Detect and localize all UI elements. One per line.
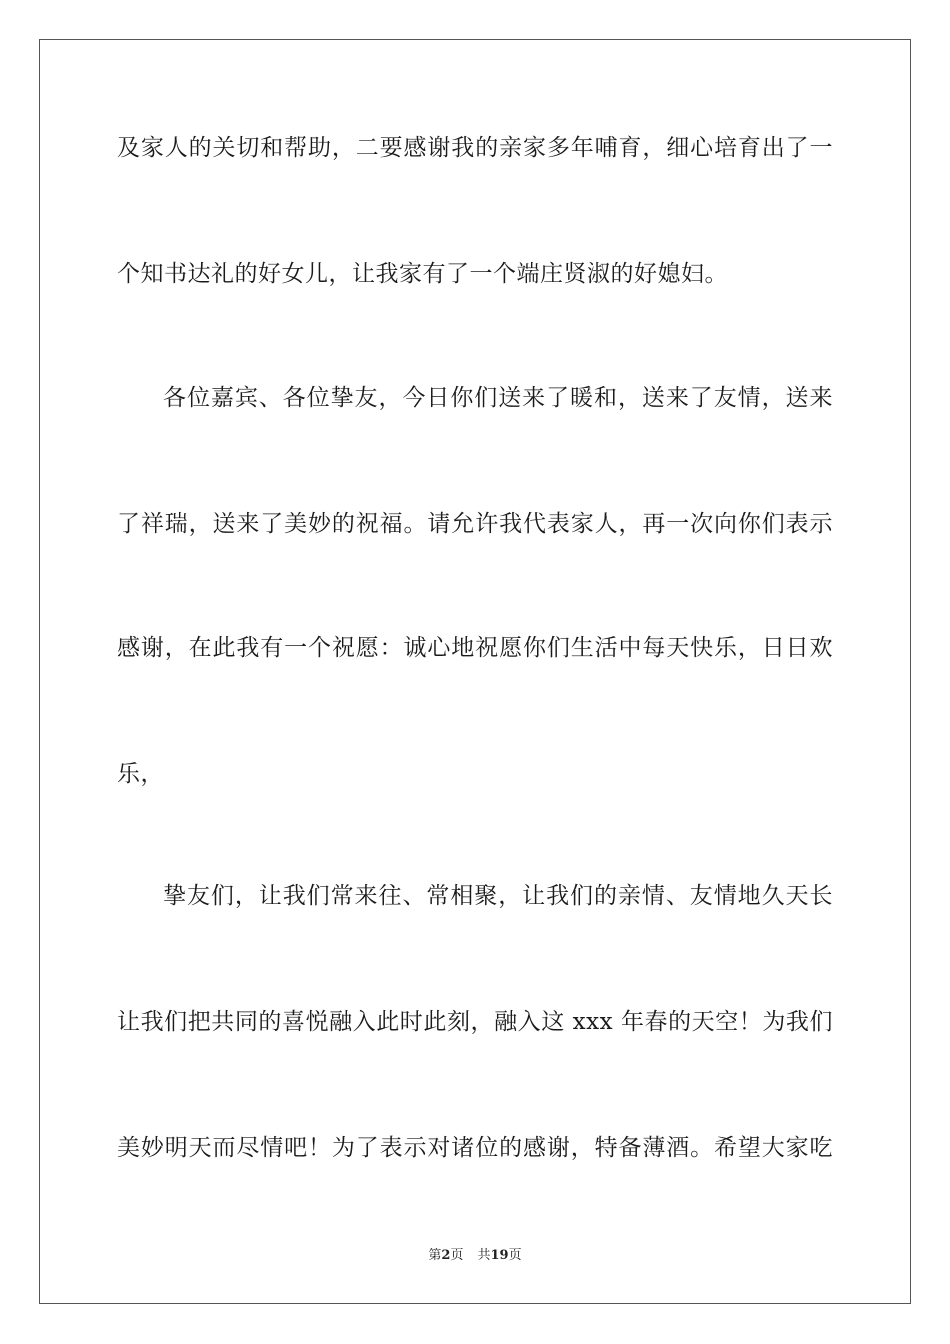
body-text-line: 及家人的关切和帮助，二要感谢我的亲家多年哺育，细心培育出了一 xyxy=(117,135,833,161)
paragraph-first-line: 挚友们，让我们常来往、常相聚，让我们的亲情、友情地久天长 xyxy=(163,883,833,909)
page-frame xyxy=(39,39,911,1304)
page-prefix: 第 xyxy=(428,1248,442,1263)
page-suffix: 页 xyxy=(450,1248,464,1263)
total-prefix: 共 xyxy=(477,1248,491,1263)
paragraph-first-line: 各位嘉宾、各位挚友，今日你们送来了暖和，送来了友情，送来 xyxy=(163,385,833,411)
body-text-line: 美妙明天而尽情吧！为了表示对诸位的感谢，特备薄酒。希望大家吃 xyxy=(117,1135,833,1161)
total-suffix: 页 xyxy=(508,1248,522,1263)
page-current: 2 xyxy=(441,1248,451,1263)
body-text-line: 乐， xyxy=(117,761,164,787)
body-text-line: 感谢，在此我有一个祝愿：诚心地祝愿你们生活中每天快乐，日日欢 xyxy=(117,635,833,661)
page-total: 19 xyxy=(490,1248,509,1263)
body-text-line: 个知书达礼的好女儿，让我家有了一个端庄贤淑的好媳妇。 xyxy=(117,261,728,287)
page-footer xyxy=(0,1246,950,1266)
body-text-line: 让我们把共同的喜悦融入此时此刻，融入这 xxx 年春的天空！为我们 xyxy=(117,1009,833,1035)
body-text-line: 了祥瑞，送来了美妙的祝福。请允许我代表家人，再一次向你们表示 xyxy=(117,511,833,537)
